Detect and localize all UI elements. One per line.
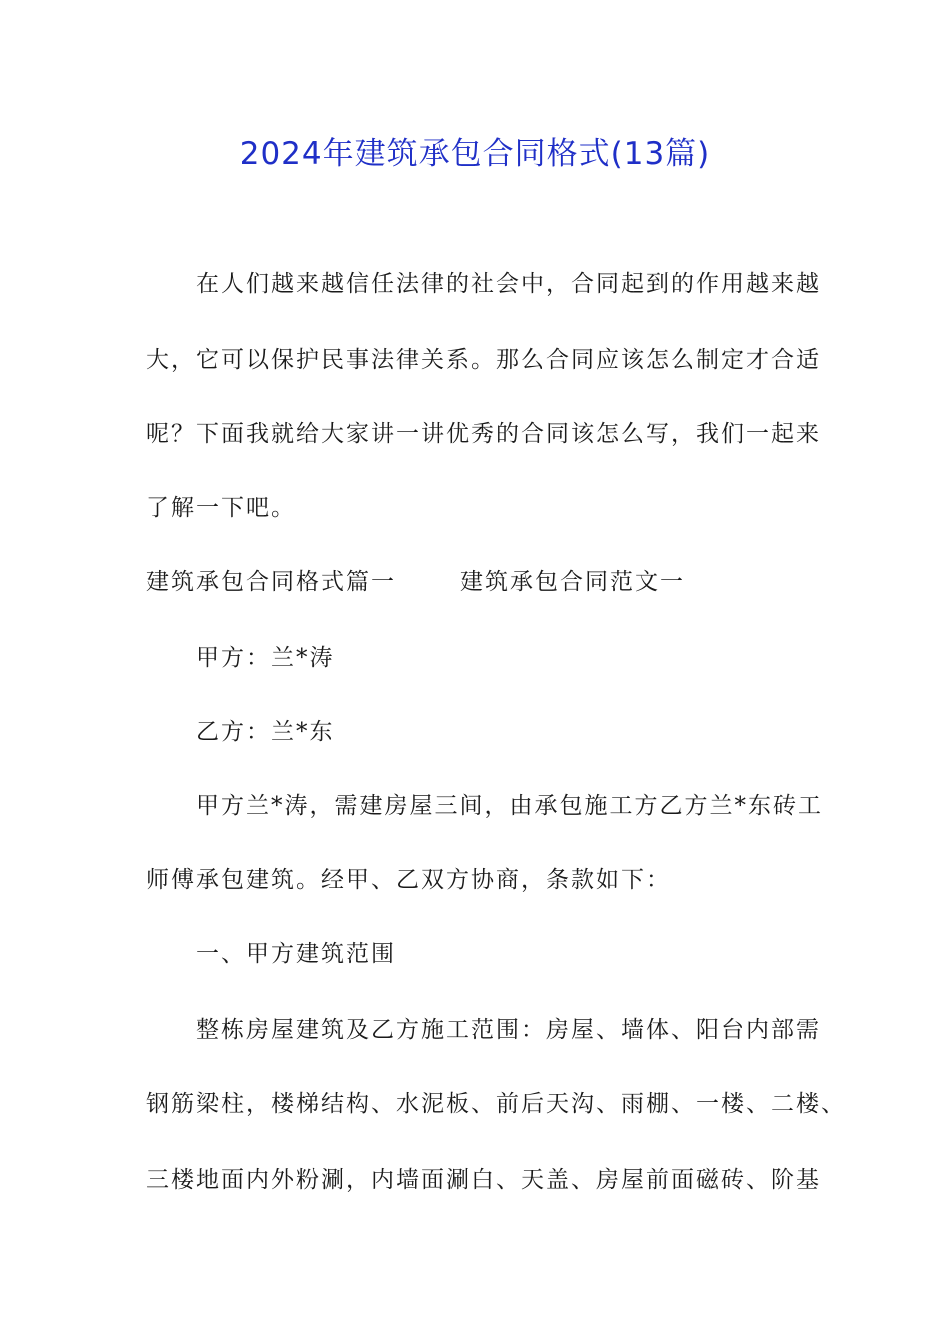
body-line-1: 甲方兰*涛，需建房屋三间，由承包施工方乙方兰*东砖工 bbox=[196, 793, 823, 819]
clause-heading: 一、甲方建筑范围 bbox=[196, 941, 396, 967]
section-heading: 建筑承包合同格式篇一 bbox=[146, 569, 396, 595]
party-b: 乙方：兰*东 bbox=[196, 719, 335, 745]
intro-line-3: 呢？下面我就给大家讲一讲优秀的合同该怎么写，我们一起来 bbox=[146, 421, 821, 447]
section-subheading: 建筑承包合同范文一 bbox=[460, 569, 685, 595]
party-a: 甲方：兰*涛 bbox=[196, 645, 335, 671]
intro-line-4: 了解一下吧。 bbox=[146, 495, 296, 521]
intro-line-2: 大，它可以保护民事法律关系。那么合同应该怎么制定才合适 bbox=[146, 347, 821, 373]
body-line-2: 师傅承包建筑。经甲、乙双方协商，条款如下： bbox=[146, 867, 671, 893]
intro-line-1: 在人们越来越信任法律的社会中，合同起到的作用越来越 bbox=[196, 271, 821, 297]
document-title: 2024年建筑承包合同格式(13篇) bbox=[239, 136, 711, 172]
body-line-4: 钢筋梁柱，楼梯结构、水泥板、前后天沟、雨棚、一楼、二楼、 bbox=[146, 1091, 846, 1117]
body-line-3: 整栋房屋建筑及乙方施工范围：房屋、墙体、阳台内部需 bbox=[196, 1017, 821, 1043]
section-heading-line bbox=[146, 562, 836, 602]
body-line-5: 三楼地面内外粉涮，内墙面涮白、天盖、房屋前面磁砖、阶基 bbox=[146, 1167, 821, 1193]
